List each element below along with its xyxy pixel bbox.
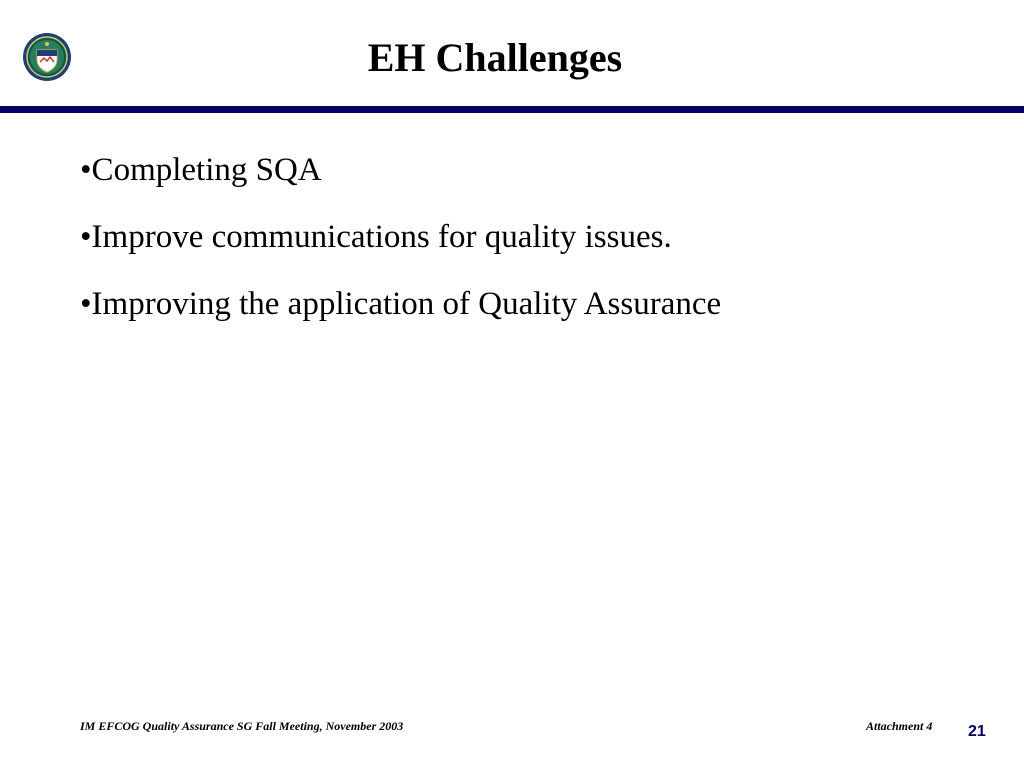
bullet-item-improving-application: •Improving the application of Quality Assurance [80,286,722,322]
bullet-item-completing-sqa: •Completing SQA [80,152,322,188]
bullet-item-improve-communications: •Improve communications for quality issues. [80,219,672,255]
bullet-list [80,147,721,348]
page-number: 21 [968,723,986,740]
title-divider [0,106,1024,113]
footer-meeting-text: IM EFCOG Quality Assurance SG Fall Meeting, November 2003 [80,719,404,733]
slide-title: EH Challenges [367,35,623,80]
footer-attachment-text: Attachment 4 [866,719,933,733]
